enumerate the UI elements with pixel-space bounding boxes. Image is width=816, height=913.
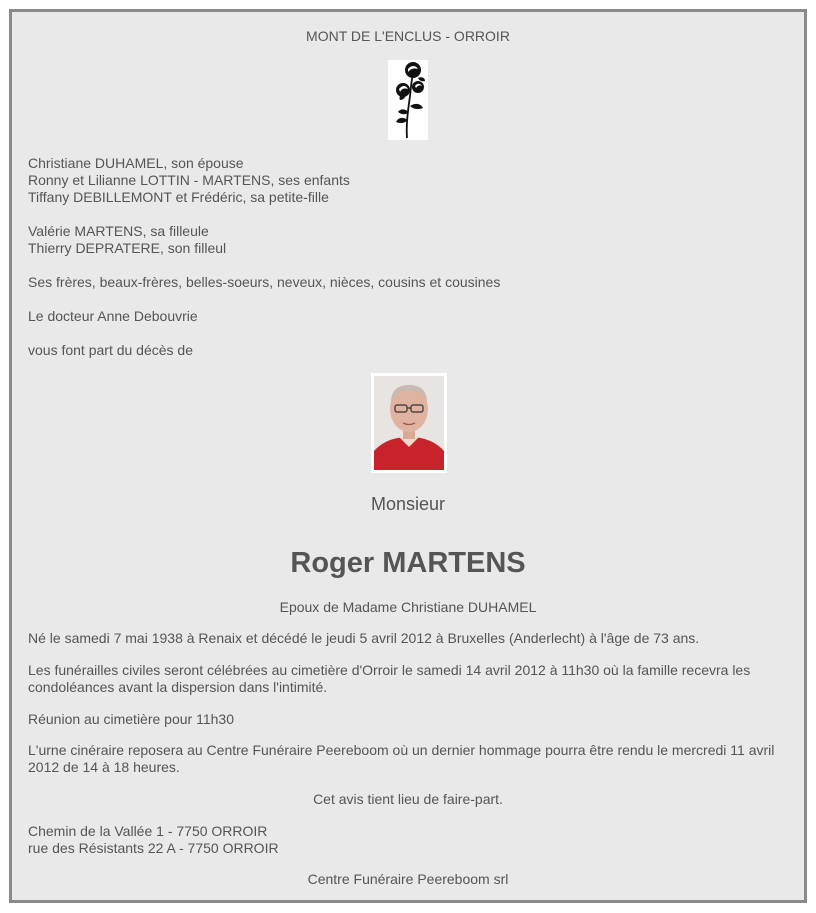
meeting-text: Réunion au cimetière pour 11h30 (28, 711, 234, 727)
family-line: Christiane DUHAMEL, son épouse (28, 155, 244, 171)
urn-text: L'urne cinéraire reposera au Centre Funéraire Peereboom où un dernier hommage pourra être rendu le mercredi 11 avril 2012 de 14 à 18 heures. (28, 742, 775, 775)
godchild-line: Thierry DEPRATERE, son filleul (28, 240, 227, 256)
announce-line: vous font part du décès de (28, 342, 193, 358)
obituary-card (9, 9, 807, 903)
funeral-text: Les funérailles civiles seront célébrées au cimetière d'Orroir le samedi 14 avril 2012 à 11h30 où la famille recevra les condoléances avant la dispersion dans l'intimité. (28, 662, 751, 695)
relatives-line: Ses frères, beaux-frères, belles-soeurs, neveux, nièces, cousins et cousines (28, 274, 501, 290)
deceased-name: Roger MARTENS (290, 547, 526, 579)
address-line: rue des Résistants 22 A - 7750 ORROIR (28, 840, 279, 856)
deceased-title: Monsieur (370, 494, 446, 514)
spouse-line: Epoux de Madame Christiane DUHAMEL (279, 599, 537, 615)
address-line: Chemin de la Vallée 1 - 7750 ORROIR (28, 823, 268, 839)
doctor-line: Le docteur Anne Debouvrie (28, 308, 198, 324)
portrait-photo (371, 373, 447, 473)
funeral-home-footer: Centre Funéraire Peereboom srl (307, 871, 509, 887)
notice-text: Cet avis tient lieu de faire-part. (313, 791, 503, 807)
family-line: Tiffany DEBILLEMONT et Frédéric, sa petite-fille (28, 189, 329, 205)
family-line: Ronny et Lilianne LOTTIN - MARTENS, ses enfants (28, 172, 350, 188)
godchild-line: Valérie MARTENS, sa filleule (28, 223, 209, 239)
rose-icon (388, 60, 428, 140)
birth-death-text: Né le samedi 7 mai 1938 à Renaix et décédé le jeudi 5 avril 2012 à Bruxelles (Anderlecht) à l'âge de 73 ans. (28, 630, 700, 646)
location-header: MONT DE L'ENCLUS - ORROIR (306, 28, 510, 44)
